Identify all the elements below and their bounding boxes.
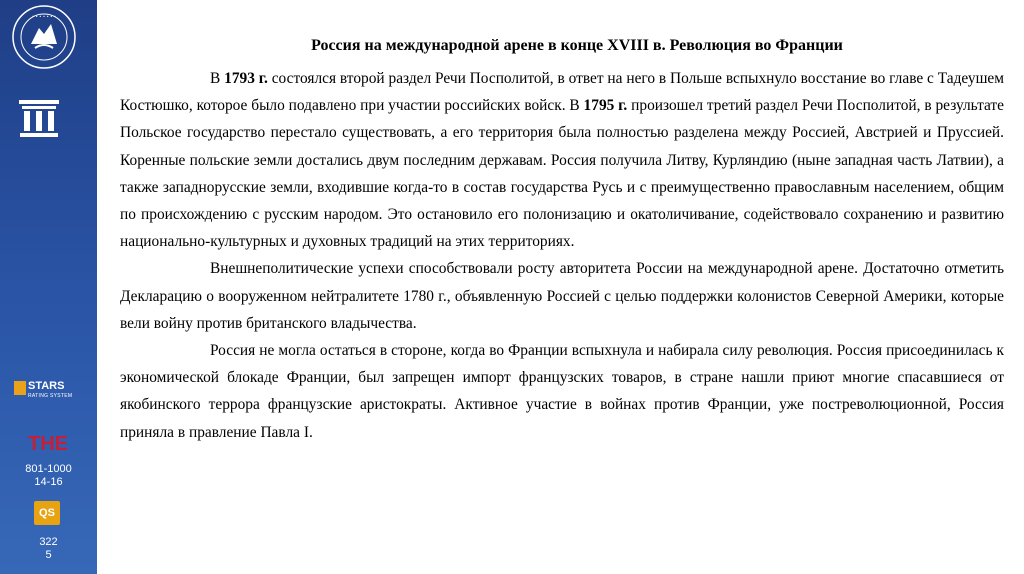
classical-columns-icon [17, 98, 61, 138]
qs-ranking-logo: QS [34, 501, 60, 525]
sidebar-divider [97, 0, 99, 574]
stars-title: STARS [28, 380, 65, 392]
paragraph-1 [120, 65, 1004, 255]
year-1793: 1793 г. [224, 70, 268, 87]
paragraph-1-text-b: состоялся второй раздел Речи Посполитой, в ответ на него в Польше вспыхнуло восстание во главе с Тадеушем Костюшко, которое было подавлено при участии российских войск. В [120, 70, 1004, 115]
stars-rating-badge [14, 381, 82, 411]
sidebar [0, 0, 97, 574]
the-rank-line2: 14-16 [34, 476, 63, 488]
qs-ranking-value [0, 536, 97, 562]
the-rank-line1: 801-1000 [25, 463, 72, 475]
paragraph-3: Россия не могла остаться в стороне, когда во Франции вспыхнула и набирала силу революция. Россия присоединилась к экономической блокаде Франции, был запрещен импорт французских товаров, в стране нашли приют многие спасавшиеся от якобинского террора французские аристократы. Активное участие в войнах против Франции, уже постреволюционной, Россия приняла в правление Павла I. [120, 342, 1004, 441]
stars-subtitle: RATING SYSTEM [28, 393, 73, 399]
page-title: Россия на международной арене в конце XVIII в. Революция во Франции [311, 37, 843, 54]
paragraph-2: Внешнеполитические успехи способствовали росту авторитета России на международной арене. Достаточно отметить Декларацию о вооруженном нейтралитете 1780 г., объявленную Россией с целью поддержки колонистов Северной Америки, которые вели войну против британского владычества. [120, 260, 1004, 332]
paragraph-1-text-a: В [210, 70, 225, 87]
qs-rank-line1: 322 [39, 536, 58, 548]
qs-rank-line2: 5 [45, 549, 52, 561]
year-1795: 1795 г. [583, 97, 628, 115]
paragraph-1-text-c: произошел третий раздел Речи Посполитой, в результате Польское государство перестало существовать, а его территория была полностью разделена между Россией, Австрией и Пруссией. Коренные польские земли достались двум последним державам. Россия получила Литву, Курляндию (ныне западная часть Латвии), а также западнорусские земли, входившие когда-то в состав государства Русь и с преимущественно православным населением, общим по происхождению с русским народом. Это остановило его полонизацию и окатоличивание, содействовало сохранению и развитию национально-культурных и духовных традиций на этих территориях. [120, 97, 1004, 251]
university-crest-icon [11, 4, 77, 70]
the-ranking-logo: THE [28, 433, 68, 455]
the-ranking-value [0, 463, 97, 489]
stars-logo-icon [14, 381, 26, 395]
document-body [120, 36, 1004, 446]
svg-text:• • • • • • •: • • • • • • • [31, 14, 57, 19]
